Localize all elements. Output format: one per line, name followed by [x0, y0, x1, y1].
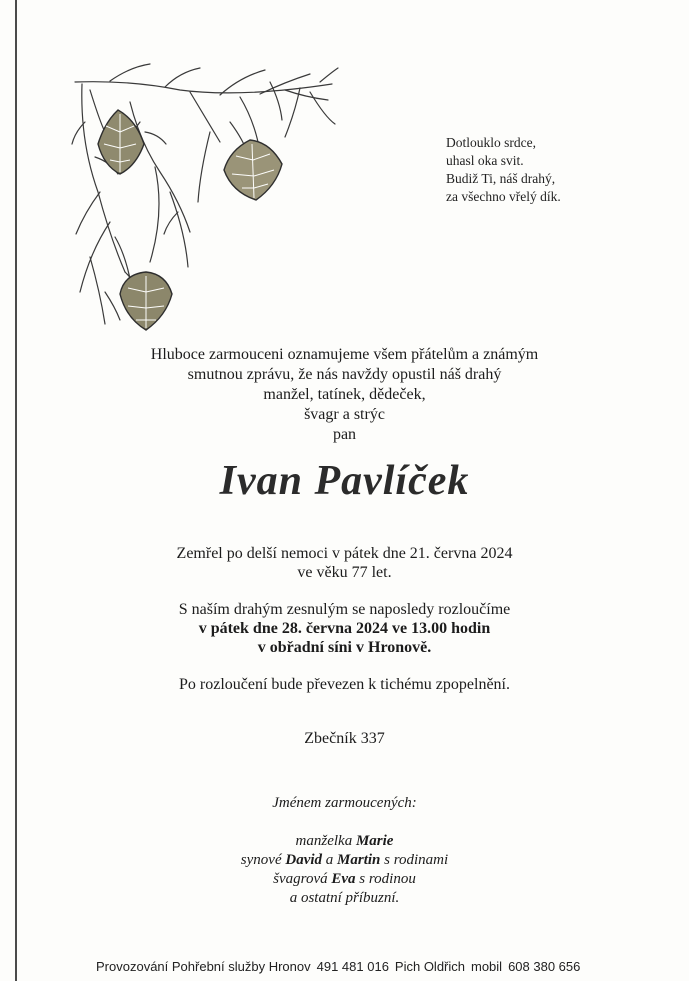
funeral-service-footer [96, 959, 586, 974]
owner-name: Pich Oldřich [394, 959, 465, 974]
sil-suffix: s rodinou [359, 871, 416, 887]
company-name: Provozování Pohřební služby Hronov [96, 959, 311, 974]
conjunction: a [325, 852, 334, 868]
mobile-label: mobil [471, 959, 503, 974]
poem-line: uhasl oka svit. [446, 153, 524, 168]
death-line: Zemřel po delší nemoci v pátek dne 21. června 2024 [176, 545, 513, 562]
mourners-list [0, 832, 689, 908]
sons-prefix: synové [240, 852, 282, 868]
address: Zbečník 337 [304, 730, 385, 747]
ceremony-place: v obřadní síni v Hronově. [257, 639, 432, 656]
announcement-line: pan [332, 426, 357, 443]
son-name: Martin [337, 852, 381, 868]
ceremony-datetime: v pátek dne 28. června 2024 ve 13.00 hodin [198, 620, 491, 637]
sil-name: Eva [331, 871, 356, 887]
mourner-wife [0, 832, 689, 851]
poem-line: Dotlouklo srdce, [446, 135, 536, 150]
mourner-sons [0, 851, 689, 870]
company-phone: 491 481 016 [316, 959, 389, 974]
cremation-note: Po rozloučení bude převezen k tichému zpopelnění. [179, 676, 510, 693]
death-age: ve věku 77 let. [297, 564, 392, 581]
announcement-line: manžel, tatínek, dědeček, [263, 386, 426, 403]
mourner-others: a ostatní příbuzní. [289, 890, 400, 906]
deceased-name: Ivan Pavlíček [219, 458, 470, 504]
farewell-line: S naším drahým zesnulým se naposledy rozloučíme [178, 601, 511, 618]
linden-branch-illustration [70, 62, 340, 347]
poem-line: za všechno vřelý dík. [446, 189, 561, 204]
mourners-title: Jménem zarmoucených: [272, 795, 417, 811]
poem-verse [446, 134, 561, 206]
announcement-line: Hluboce zarmouceni oznamujeme všem přátelům a známým [150, 346, 539, 363]
wife-name: Marie [355, 833, 394, 849]
poem-line: Budiž Ti, náš drahý, [446, 171, 556, 186]
announcement-line: švagr a strýc [304, 406, 385, 423]
mourner-sister-in-law [0, 870, 689, 889]
death-notice [0, 544, 689, 582]
sil-prefix: švagrová [273, 871, 328, 887]
announcement-line: smutnou zprávu, že nás navždy opustil náš drahý [187, 366, 502, 383]
farewell-ceremony [0, 600, 689, 657]
son-name: David [285, 852, 323, 868]
sons-suffix: s rodinami [384, 852, 449, 868]
wife-prefix: manželka [295, 833, 353, 849]
mobile-number: 608 380 656 [508, 959, 581, 974]
announcement [0, 345, 689, 445]
